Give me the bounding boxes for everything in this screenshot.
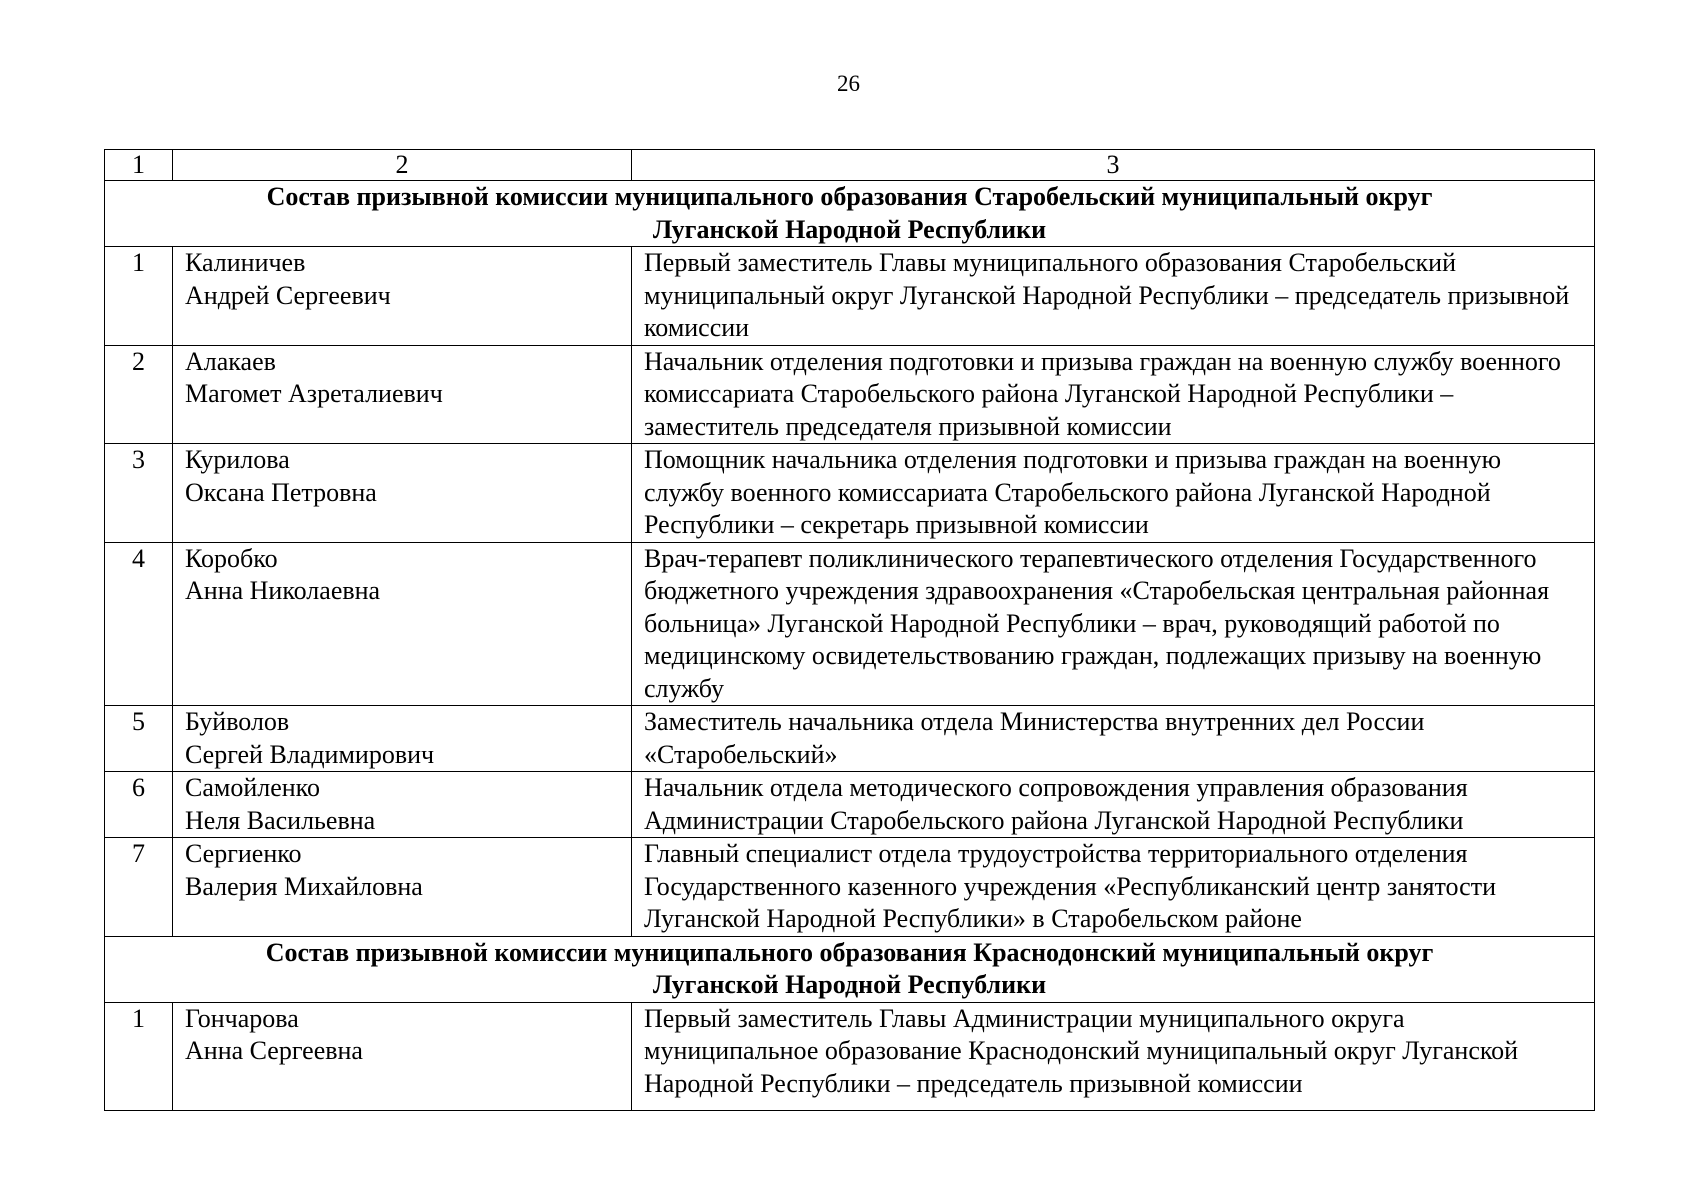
member-position: Первый заместитель Главы муниципального образования Старобельский муниципальный округ Луганской Народной Республики – председатель призывной комиссии bbox=[632, 247, 1595, 346]
member-position: Главный специалист отдела трудоустройства территориального отделения Государственного казенного учреждения «Республиканский центр занятости Луганской Народной Республики» в Старобельском районе bbox=[632, 838, 1595, 937]
row-number: 4 bbox=[105, 542, 173, 706]
row-number: 5 bbox=[105, 706, 173, 772]
member-surname: Калиничев bbox=[185, 248, 306, 277]
section-heading bbox=[105, 936, 1595, 1002]
member-given-names: Сергей Владимирович bbox=[185, 739, 435, 769]
table-row bbox=[105, 247, 1595, 346]
member-name-cell bbox=[173, 444, 632, 543]
member-surname: Самойленко bbox=[185, 773, 320, 802]
section-heading-line: Луганской Народной Республики bbox=[652, 214, 1047, 244]
section-heading-line: Состав призывной комиссии муниципального образования Старобельский муниципальный округ bbox=[266, 182, 1433, 211]
row-number: 3 bbox=[105, 444, 173, 543]
member-position: Начальник отдела методического сопровождения управления образования Администрации Старобельского района Луганской Народной Республики bbox=[632, 772, 1595, 838]
member-name-cell bbox=[173, 542, 632, 706]
member-position: Начальник отделения подготовки и призыва граждан на военную службу военного комиссариата Старобельского района Луганской Народной Республики – заместитель председателя призывной комиссии bbox=[632, 345, 1595, 444]
section-heading-line: Состав призывной комиссии муниципального образования Краснодонский муниципальный округ bbox=[265, 937, 1434, 967]
member-name-cell bbox=[173, 838, 632, 937]
member-given-names: Магомет Азреталиевич bbox=[185, 379, 443, 408]
member-position: Первый заместитель Главы Администрации муниципального округа муниципальное образование Краснодонский муниципальный округ Луганской Народной Республики – председатель призывной комиссии bbox=[632, 1002, 1595, 1111]
column-header-1: 1 bbox=[105, 150, 173, 181]
section-heading-row bbox=[105, 936, 1595, 1002]
section-heading-row bbox=[105, 181, 1595, 247]
column-header-3: 3 bbox=[632, 150, 1595, 181]
member-surname: Буйволов bbox=[185, 707, 290, 736]
row-number: 1 bbox=[105, 247, 173, 346]
member-surname: Алакаев bbox=[185, 346, 276, 376]
member-given-names: Оксана Петровна bbox=[185, 477, 377, 507]
member-name-cell bbox=[173, 772, 632, 838]
member-position: Врач-терапевт поликлинического терапевтического отделения Государственного бюджетного учреждения здравоохранения «Старобельская центральная районная больница» Луганской Народной Республики – врач, руководящий работой по медицинскому освидетельствованию граждан, подлежащих призыву на военную службу bbox=[632, 542, 1595, 706]
member-surname: Курилова bbox=[185, 445, 290, 474]
member-given-names: Анна Николаевна bbox=[185, 576, 381, 605]
row-number: 1 bbox=[105, 1002, 173, 1111]
commission-table bbox=[104, 149, 1595, 1111]
member-name-cell bbox=[173, 1002, 632, 1111]
table-row bbox=[105, 345, 1595, 444]
member-position: Помощник начальника отделения подготовки и призыва граждан на военную службу военного комиссариата Старобельского района Луганской Народной Республики – секретарь призывной комиссии bbox=[632, 444, 1595, 543]
table-row bbox=[105, 838, 1595, 937]
row-number: 7 bbox=[105, 838, 173, 937]
member-name-cell bbox=[173, 345, 632, 444]
member-name-cell bbox=[173, 247, 632, 346]
member-given-names: Анна Сергеевна bbox=[185, 1036, 363, 1065]
member-name-cell bbox=[173, 706, 632, 772]
page-number: 26 bbox=[837, 71, 860, 96]
member-given-names: Неля Васильевна bbox=[185, 805, 376, 835]
table-row bbox=[105, 1002, 1595, 1111]
member-surname: Гончарова bbox=[185, 1003, 299, 1033]
member-position: Заместитель начальника отдела Министерства внутренних дел России «Старобельский» bbox=[632, 706, 1595, 772]
table-row bbox=[105, 542, 1595, 706]
row-number: 2 bbox=[105, 345, 173, 444]
section-heading bbox=[105, 181, 1595, 247]
row-number: 6 bbox=[105, 772, 173, 838]
member-surname: Коробко bbox=[185, 543, 278, 573]
column-header-2: 2 bbox=[173, 150, 632, 181]
member-surname: Сергиенко bbox=[185, 839, 302, 868]
table-row bbox=[105, 772, 1595, 838]
table-row bbox=[105, 444, 1595, 543]
section-heading-line: Луганской Народной Республики bbox=[652, 970, 1047, 999]
member-given-names: Валерия Михайловна bbox=[185, 871, 423, 901]
column-number-row bbox=[105, 150, 1595, 181]
table-row bbox=[105, 706, 1595, 772]
member-given-names: Андрей Сергеевич bbox=[185, 280, 391, 310]
